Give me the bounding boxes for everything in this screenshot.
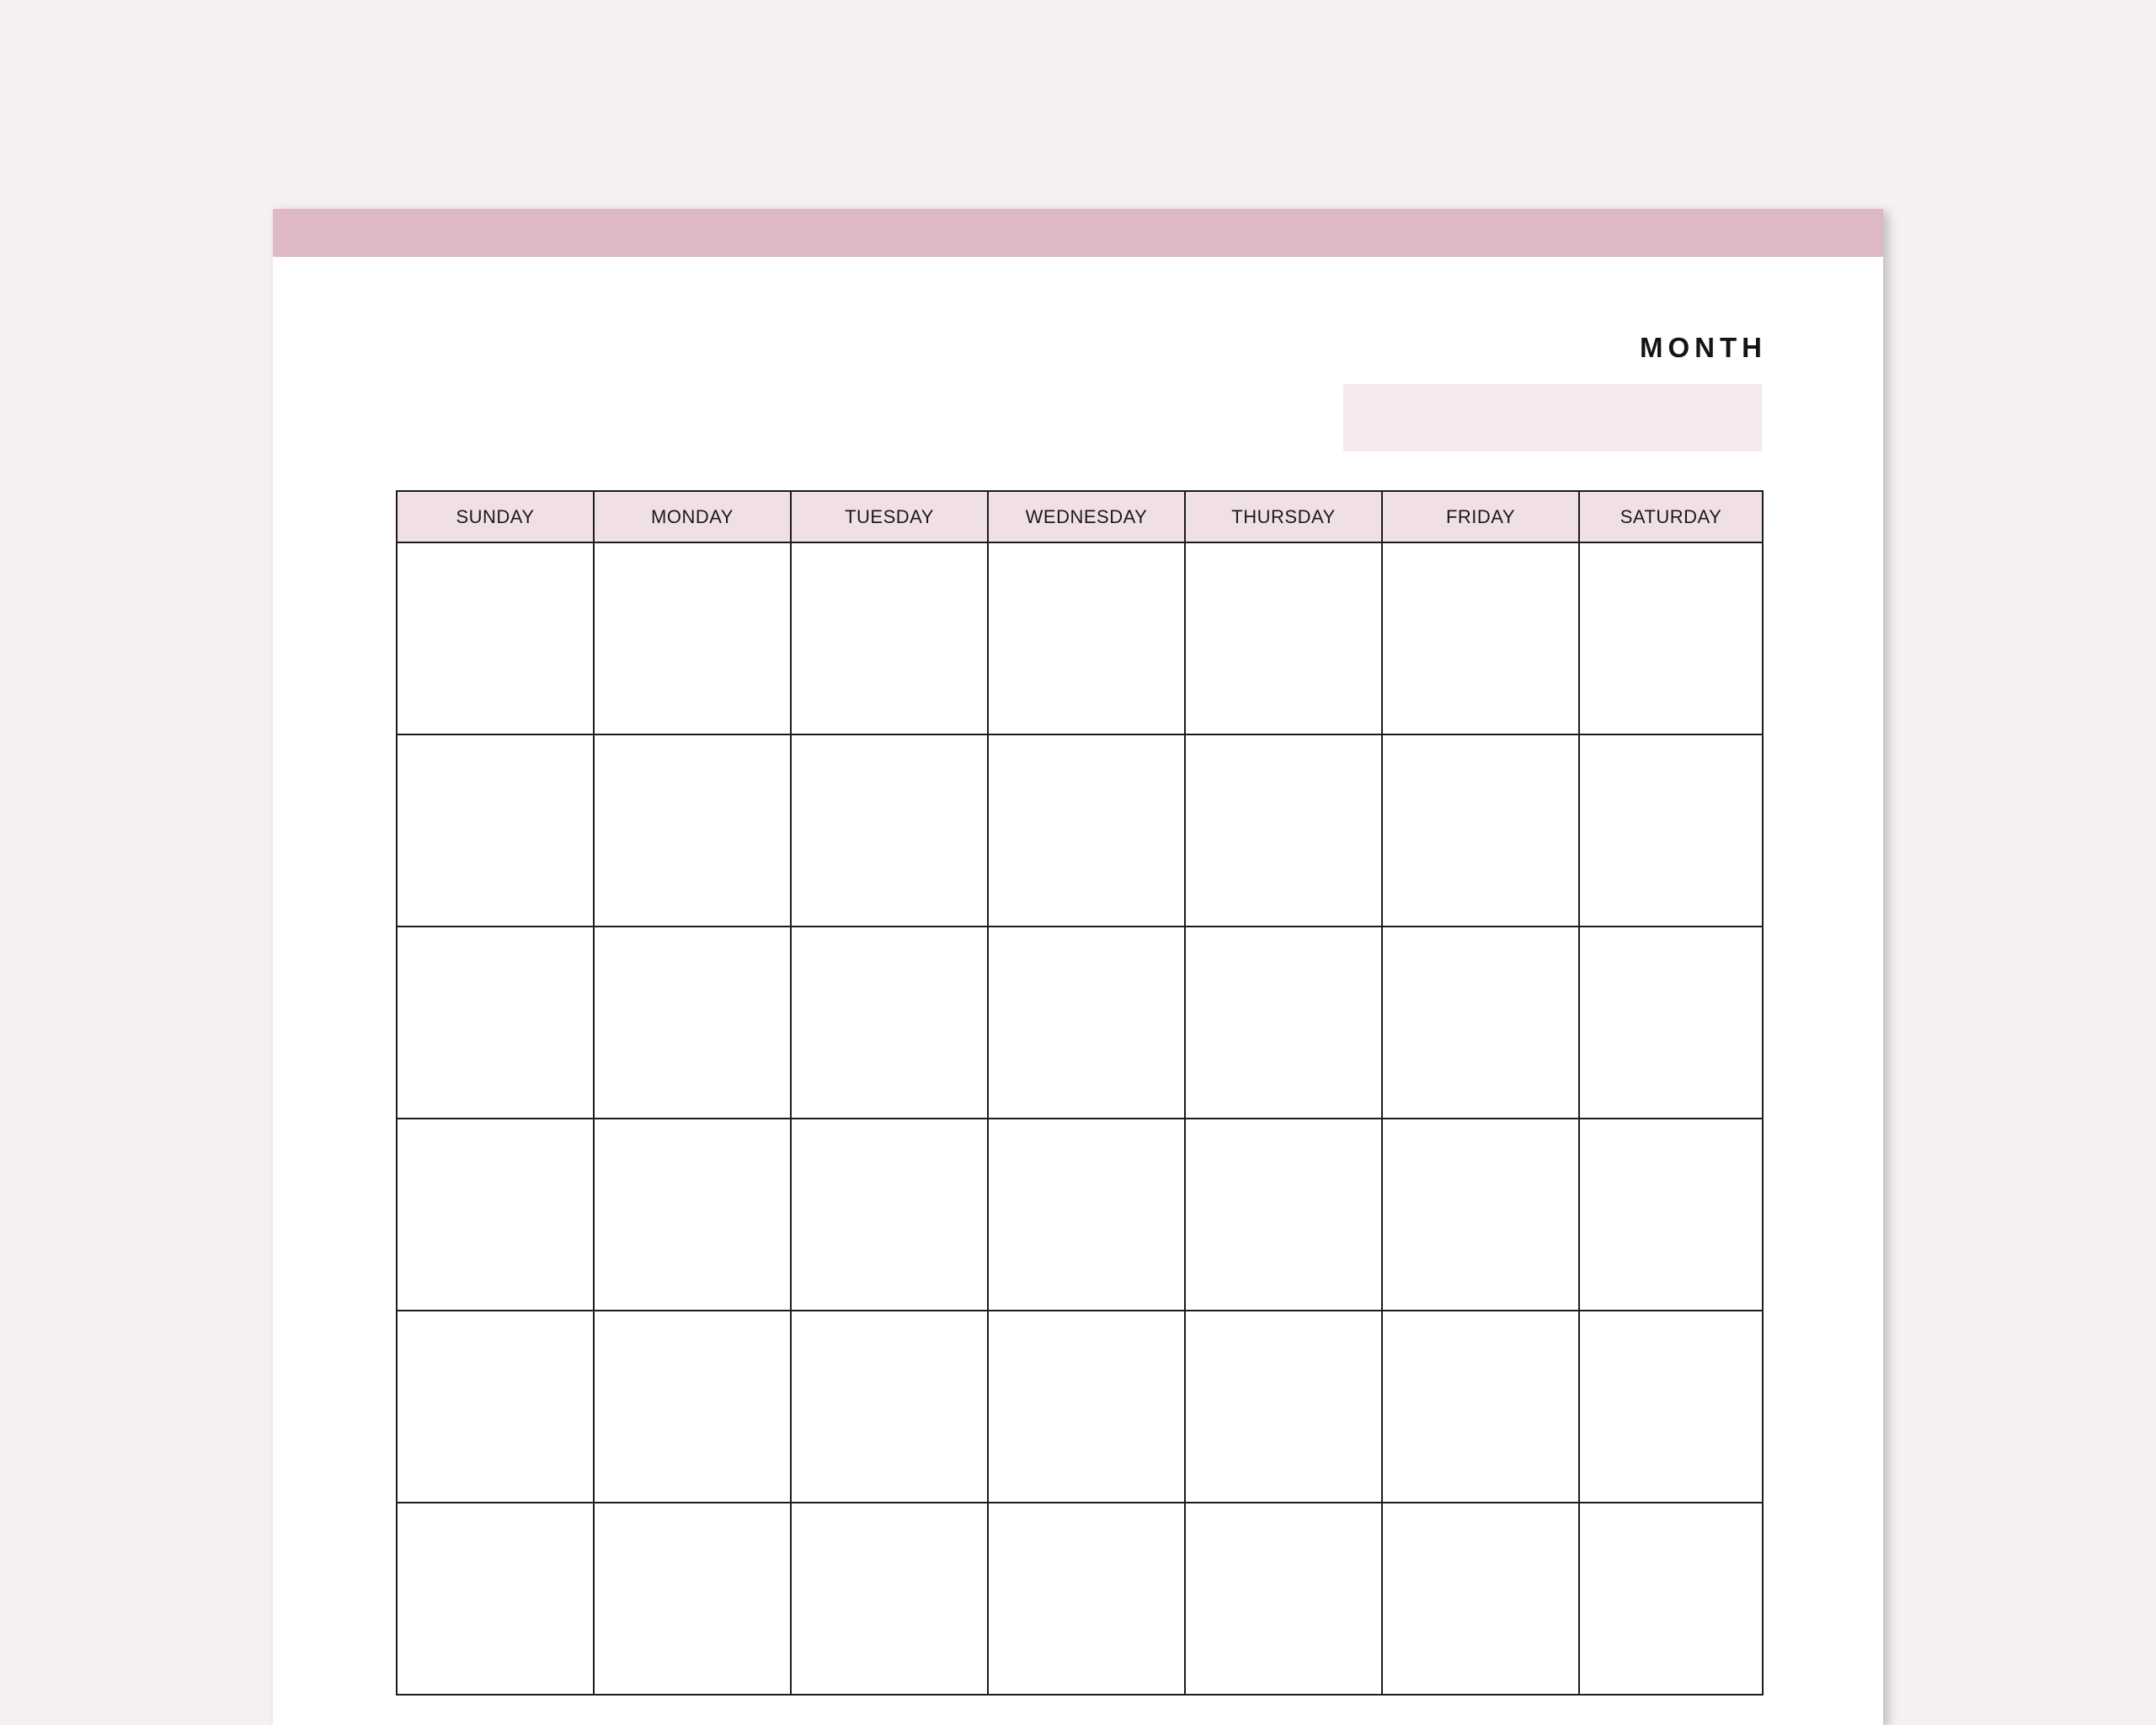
day-cell-wednesday[interactable] <box>988 1503 1185 1695</box>
day-cell-sunday[interactable] <box>397 1119 594 1311</box>
day-cell-friday[interactable] <box>1382 542 1579 734</box>
day-cell-friday[interactable] <box>1382 1311 1579 1503</box>
day-cell-monday[interactable] <box>594 1119 791 1311</box>
week-row <box>397 1311 1763 1503</box>
day-cell-wednesday[interactable] <box>988 927 1185 1119</box>
weekday-header-monday: MONDAY <box>594 491 791 542</box>
day-cell-saturday[interactable] <box>1579 1119 1763 1311</box>
day-cell-sunday[interactable] <box>397 542 594 734</box>
weekday-header-saturday: SATURDAY <box>1579 491 1763 542</box>
calendar-weeks <box>397 542 1763 1695</box>
day-cell-monday[interactable] <box>594 1503 791 1695</box>
day-cell-wednesday[interactable] <box>988 734 1185 927</box>
day-cell-tuesday[interactable] <box>791 1503 988 1695</box>
month-input-field[interactable] <box>1343 384 1762 451</box>
week-row <box>397 734 1763 927</box>
day-cell-friday[interactable] <box>1382 1503 1579 1695</box>
calendar-page <box>273 209 1883 1725</box>
day-cell-thursday[interactable] <box>1185 734 1382 927</box>
day-cell-thursday[interactable] <box>1185 1503 1382 1695</box>
week-row <box>397 542 1763 734</box>
day-cell-saturday[interactable] <box>1579 927 1763 1119</box>
week-row <box>397 927 1763 1119</box>
weekday-header-friday: FRIDAY <box>1382 491 1579 542</box>
day-cell-saturday[interactable] <box>1579 542 1763 734</box>
weekday-header-wednesday: WEDNESDAY <box>988 491 1185 542</box>
day-cell-sunday[interactable] <box>397 1311 594 1503</box>
day-cell-sunday[interactable] <box>397 734 594 927</box>
weekday-header-sunday: SUNDAY <box>397 491 594 542</box>
day-cell-wednesday[interactable] <box>988 1311 1185 1503</box>
day-cell-monday[interactable] <box>594 542 791 734</box>
day-cell-wednesday[interactable] <box>988 1119 1185 1311</box>
day-cell-monday[interactable] <box>594 1311 791 1503</box>
week-row <box>397 1119 1763 1311</box>
day-cell-thursday[interactable] <box>1185 1119 1382 1311</box>
day-cell-monday[interactable] <box>594 734 791 927</box>
month-label: MONTH <box>1640 332 1767 363</box>
day-cell-friday[interactable] <box>1382 734 1579 927</box>
day-cell-sunday[interactable] <box>397 927 594 1119</box>
weekday-header-thursday: THURSDAY <box>1185 491 1382 542</box>
day-cell-tuesday[interactable] <box>791 1119 988 1311</box>
day-cell-saturday[interactable] <box>1579 734 1763 927</box>
weekday-header-tuesday: TUESDAY <box>791 491 988 542</box>
day-cell-saturday[interactable] <box>1579 1311 1763 1503</box>
day-cell-saturday[interactable] <box>1579 1503 1763 1695</box>
top-accent-band <box>273 209 1883 257</box>
day-cell-thursday[interactable] <box>1185 542 1382 734</box>
day-cell-tuesday[interactable] <box>791 542 988 734</box>
day-cell-sunday[interactable] <box>397 1503 594 1695</box>
day-cell-wednesday[interactable] <box>988 542 1185 734</box>
day-cell-tuesday[interactable] <box>791 1311 988 1503</box>
day-cell-tuesday[interactable] <box>791 734 988 927</box>
day-cell-thursday[interactable] <box>1185 927 1382 1119</box>
monthly-calendar-grid <box>396 490 1764 1696</box>
day-cell-thursday[interactable] <box>1185 1311 1382 1503</box>
day-cell-friday[interactable] <box>1382 927 1579 1119</box>
weekday-header-row <box>397 491 1763 542</box>
day-cell-tuesday[interactable] <box>791 927 988 1119</box>
week-row <box>397 1503 1763 1695</box>
day-cell-friday[interactable] <box>1382 1119 1579 1311</box>
day-cell-monday[interactable] <box>594 927 791 1119</box>
